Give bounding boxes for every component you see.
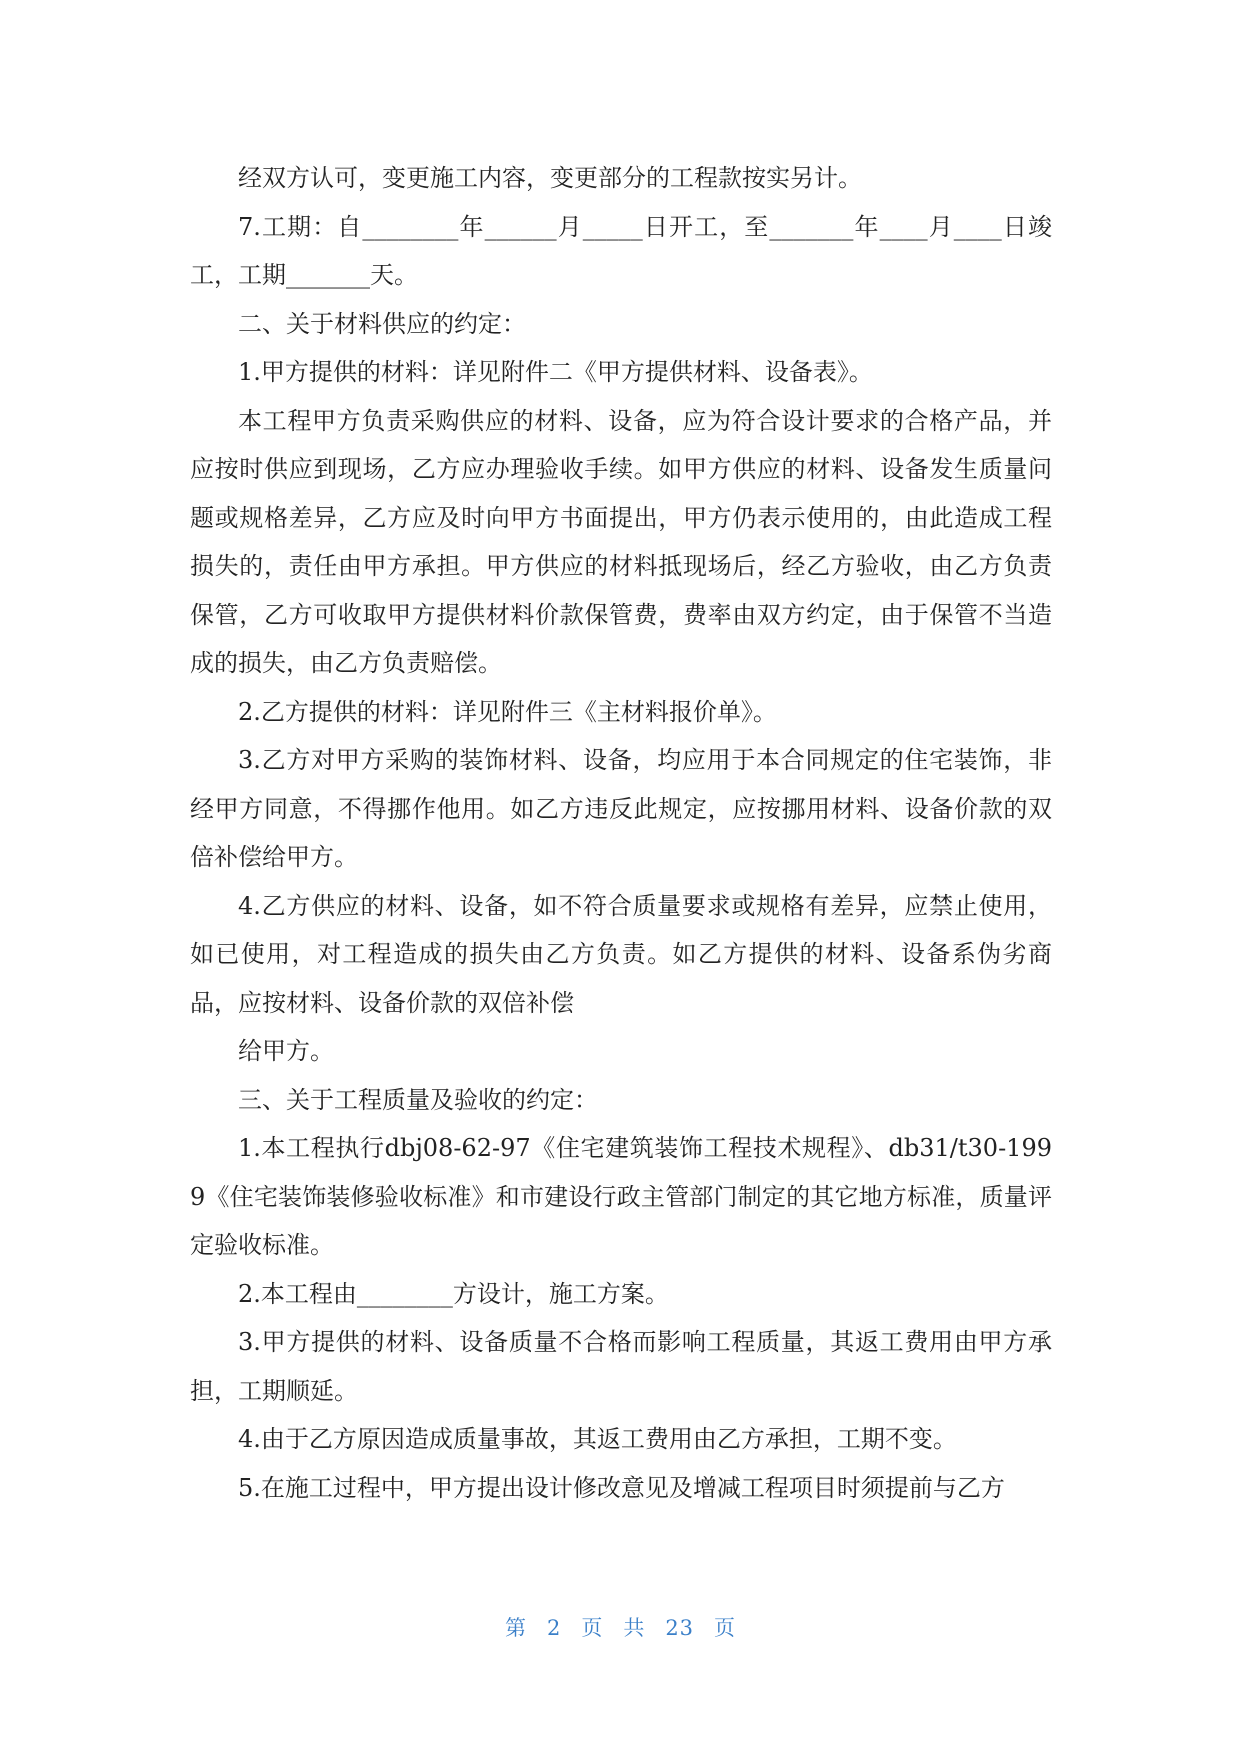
paragraph: 4.由于乙方原因造成质量事故，其返工费用由乙方承担，工期不变。: [238, 1425, 957, 1453]
footer-word: 第: [504, 1616, 527, 1640]
paragraph: 2.乙方提供的材料：详见附件三《主材料报价单》。: [238, 697, 777, 726]
page-footer: [0, 1612, 1241, 1642]
paragraph: 3.甲方提供的材料、设备质量不合格而影响工程质量，其返工费用由甲方承担，工期顺延。: [190, 1328, 1052, 1405]
paragraph: 5.在施工过程中，甲方提出设计修改意见及增减工程项目时须提前与乙方: [238, 1473, 1005, 1502]
footer-word: 共: [623, 1616, 646, 1640]
section-heading: 三、关于工程质量及验收的约定：: [238, 1085, 598, 1114]
footer-word: 页: [714, 1616, 737, 1640]
paragraph: 2.本工程由________方设计，施工方案。: [238, 1279, 669, 1308]
paragraph: 经双方认可，变更施工内容，变更部分的工程款按实另计。: [238, 164, 862, 192]
page-number: 2: [546, 1616, 562, 1640]
paragraph: 1.甲方提供的材料：详见附件二《甲方提供材料、设备表》。: [238, 358, 873, 386]
document-body: [190, 154, 1052, 1512]
paragraph: 4.乙方供应的材料、设备，如不符合质量要求或规格有差异，应禁止使用，如已使用，对工程造成的损失由乙方负责。如乙方提供的材料、设备系伪劣商品，应按材料、设备价款的双倍补偿: [190, 891, 1052, 1017]
paragraph: 本工程甲方负责采购供应的材料、设备，应为符合设计要求的合格产品，并应按时供应到现场，乙方应办理验收手续。如甲方供应的材料、设备发生质量问题或规格差异，乙方应及时向甲方书面提出，甲方仍表示使用的，由此造成工程损失的，责任由甲方承担。甲方供应的材料抵现场后，经乙方验收，由乙方负责保管，乙方可收取甲方提供材料价款保管费，费率由双方约定，由于保管不当造成的损失，由乙方负责赔偿。: [190, 406, 1052, 677]
total-pages: 23: [665, 1616, 695, 1640]
footer-word: 页: [581, 1616, 604, 1640]
paragraph: 1.本工程执行dbj08-62-97《住宅建筑装饰工程技术规程》、db31/t30-1999《住宅装饰装修验收标准》和市建设行政主管部门制定的其它地方标准，质量评定验收标准。: [190, 1134, 1052, 1259]
section-heading: 二、关于材料供应的约定：: [238, 309, 526, 338]
paragraph: 7.工期：自________年______月_____日开工，至_______年____月____日竣工，工期_______天。: [190, 212, 1052, 289]
paragraph: 3.乙方对甲方采购的装饰材料、设备，均应用于本合同规定的住宅装饰，非经甲方同意，不得挪作他用。如乙方违反此规定，应按挪用材料、设备价款的双倍补偿给甲方。: [190, 746, 1052, 871]
paragraph: 给甲方。: [238, 1037, 334, 1065]
